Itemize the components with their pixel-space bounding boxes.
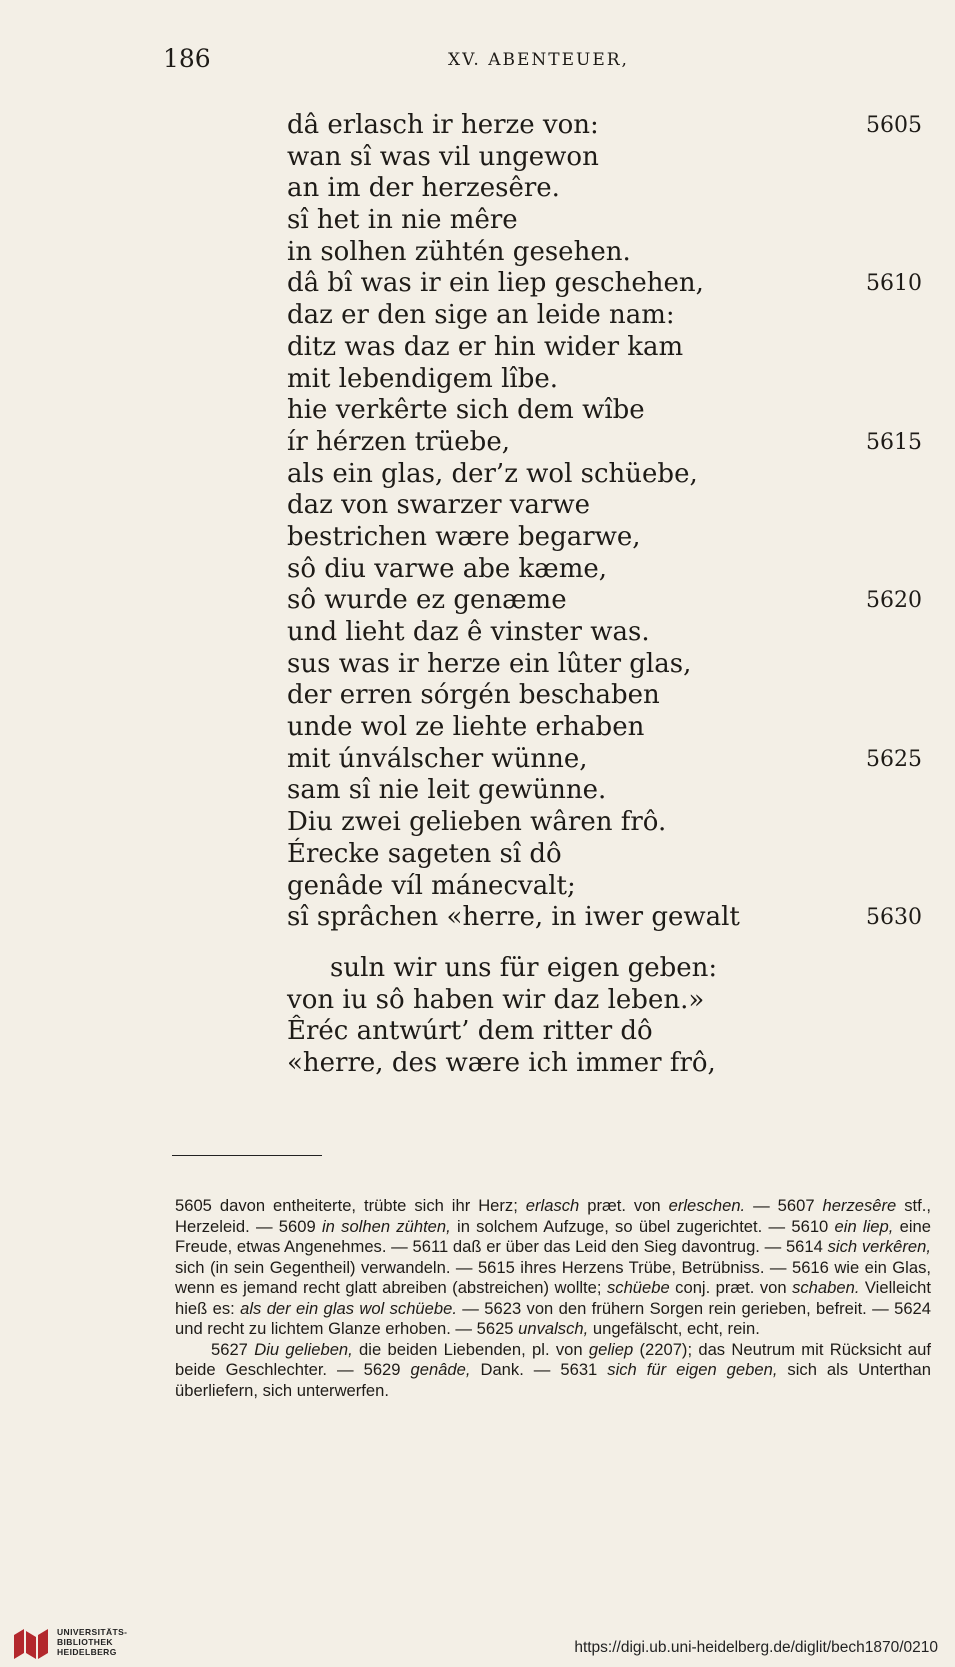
footnote-text: conj. præt. von <box>669 1278 793 1297</box>
verse-text: bestrichen wære begarwe, <box>287 521 641 552</box>
verse-line <box>0 985 955 1017</box>
verse-line <box>0 268 955 300</box>
line-number: 5620 <box>866 588 922 614</box>
page-number: 186 <box>163 44 211 73</box>
footnote-term: geliep <box>588 1339 634 1359</box>
verse-text: daz er den sige an leide nam: <box>287 300 675 331</box>
verse-line <box>0 807 955 839</box>
footnote-text: — 5607 <box>745 1196 823 1215</box>
verse-line <box>0 205 955 237</box>
verse-line <box>0 871 955 903</box>
footnote-text: in solchem Aufzuge, so übel zugerichtet. — 5610 <box>450 1216 835 1236</box>
verse-text: als ein glas, der’z wol schüebe, <box>287 458 698 489</box>
verse-text: ditz was daz er hin wider kam <box>287 331 684 362</box>
verse-line <box>0 237 955 269</box>
footnote-term: genâde, <box>410 1360 471 1379</box>
verse-text: wan sî was vil ungewon <box>287 141 599 172</box>
verse-text: in solhen zühtén gesehen. <box>287 236 631 267</box>
library-name-line: HEIDELBERG <box>57 1647 117 1657</box>
verse-line <box>0 142 955 174</box>
verse-line <box>0 1016 955 1048</box>
line-number: 5630 <box>866 905 922 931</box>
running-title: XV. ABENTEUER, <box>448 50 629 70</box>
library-name-line: BIBLIOTHEK <box>57 1637 113 1647</box>
verse-text: an im der herzesêre. <box>287 173 560 204</box>
footnote-text: sich (in sein Gegentheil) verwandeln. — 5615 ihres Herzens Trübe, Betrübniss. — 5616 wie ein Glas, wenn es jemand recht glatt abreiben (abstreichen) wollte; <box>175 1257 931 1297</box>
verse-text: daz von swarzer varwe <box>287 490 591 521</box>
verse-line <box>0 649 955 681</box>
verse-text: von iu sô haben wir daz leben.» <box>287 984 705 1015</box>
footnote-term: sich für eigen geben, <box>607 1360 778 1379</box>
verse-text: mit únválscher wünne, <box>287 743 588 774</box>
verse-text: mit lebendigem lîbe. <box>287 363 558 394</box>
verse-line <box>0 459 955 491</box>
footnote-text: eine Freude, etwas Angenehmes. — 5611 daß er über das Leid den Sieg davontrug. — 5614 <box>175 1216 932 1256</box>
footnote-term: unvalsch, <box>518 1319 589 1338</box>
verse-line <box>0 1048 955 1080</box>
footnote-text: Vielleicht hieß es: <box>175 1278 931 1318</box>
verse-text: sî het in nie mêre <box>287 205 518 236</box>
footnote-text: præt. von <box>579 1196 669 1215</box>
verse-line <box>0 712 955 744</box>
line-number: 5615 <box>866 429 922 455</box>
verse-line <box>0 300 955 332</box>
library-name <box>57 1627 127 1657</box>
footnote-text: stf., Herzeleid. — 5609 <box>175 1196 931 1236</box>
verse-line <box>0 839 955 871</box>
verse-line <box>0 395 955 427</box>
verse-line <box>0 775 955 807</box>
verse-line <box>0 744 955 776</box>
footnote-text: — 5623 von den frühern Sorgen rein gerieben, befreit. — 5624 und recht zu lichtem Glanze erhoben. — 5625 <box>175 1298 932 1338</box>
verse-text: dâ bî was ir ein liep geschehen, <box>287 268 704 299</box>
line-number: 5610 <box>866 271 922 297</box>
verse-text: sô wurde ez genæme <box>287 585 567 616</box>
verse-line <box>0 364 955 396</box>
verse-line <box>0 617 955 649</box>
verse-text: genâde víl mánecvalt; <box>287 870 576 901</box>
heidelberg-library-logo-icon <box>8 1625 56 1663</box>
footnote-divider <box>172 1155 322 1156</box>
footnote-text: 5627 <box>211 1339 255 1359</box>
footnote-term: sich verkêren, <box>827 1237 931 1256</box>
page-header <box>0 44 955 80</box>
verse-line <box>0 953 955 985</box>
footnote-paragraph <box>175 1196 931 1340</box>
verse-text: suln wir uns für eigen geben: <box>330 952 718 983</box>
verse-line <box>0 110 955 142</box>
footnote-term: in solhen zühten, <box>321 1216 451 1236</box>
verse-line <box>0 585 955 617</box>
footnote-term: als der ein glas wol schüebe. <box>240 1298 457 1318</box>
verse-line <box>0 173 955 205</box>
verse-text: sam sî nie leit gewünne. <box>287 775 607 806</box>
verse-text: sô diu varwe abe kæme, <box>287 553 608 584</box>
verse-text: und lieht daz ê vinster was. <box>287 617 650 647</box>
footnotes <box>175 1196 931 1401</box>
verse-line <box>0 680 955 712</box>
verse-text: Érecke sageten sî dô <box>287 838 562 869</box>
footnote-term: erleschen. <box>668 1196 746 1215</box>
verse-text: «herre, des wære ich immer frô, <box>287 1047 716 1078</box>
source-url-link[interactable]: https://digi.ub.uni-heidelberg.de/diglit/bech1870/0210 <box>574 1639 938 1656</box>
footnote-term: schaben. <box>792 1278 860 1297</box>
footnote-term: erlasch <box>525 1196 580 1215</box>
poem-text <box>0 110 955 1080</box>
verse-line <box>0 522 955 554</box>
line-number: 5625 <box>866 746 922 772</box>
verse-line <box>0 332 955 364</box>
verse-text: unde wol ze liehte erhaben <box>287 712 645 743</box>
verse-text: Êréc antwúrt’ dem ritter dô <box>287 1016 653 1047</box>
verse-line <box>0 427 955 459</box>
footnote-text: ungefälscht, echt, rein. <box>588 1319 760 1338</box>
footnote-term: ein liep, <box>834 1216 894 1236</box>
verse-text: sî sprâchen «herre, in iwer gewalt <box>287 902 740 933</box>
verse-line <box>0 902 955 934</box>
verse-text: Diu zwei gelieben wâren frô. <box>287 807 667 838</box>
verse-text: hie verkêrte sich dem wîbe <box>287 395 645 426</box>
footnote-text: (2207); das Neutrum mit Rücksicht auf beide Geschlechter. — 5629 <box>175 1339 931 1379</box>
footnote-text: die beiden Liebenden, pl. von <box>352 1339 589 1359</box>
line-number: 5605 <box>866 113 922 138</box>
verse-line <box>0 554 955 586</box>
footnote-term: Diu gelieben, <box>254 1339 353 1359</box>
footnote-text: Dank. — 5631 <box>470 1360 608 1379</box>
footnote-text: sich als Unterthan überliefern, sich unterwerfen. <box>175 1360 931 1400</box>
verse-text: ír hérzen trüebe, <box>287 426 510 457</box>
library-name-line: UNIVERSITÄTS- <box>57 1627 128 1637</box>
footnote-term: herzesêre <box>822 1196 897 1215</box>
footnote-paragraph <box>175 1340 931 1402</box>
verse-text: der erren sórgén beschaben <box>287 680 660 711</box>
verse-text: dâ erlasch ir herze von: <box>287 110 599 140</box>
verse-line <box>0 490 955 522</box>
footnote-text: 5605 davon entheiterte, trübte sich ihr Herz; <box>175 1196 526 1215</box>
footnote-term: schüebe <box>606 1278 670 1297</box>
verse-text: sus was ir herze ein lûter glas, <box>287 648 692 679</box>
